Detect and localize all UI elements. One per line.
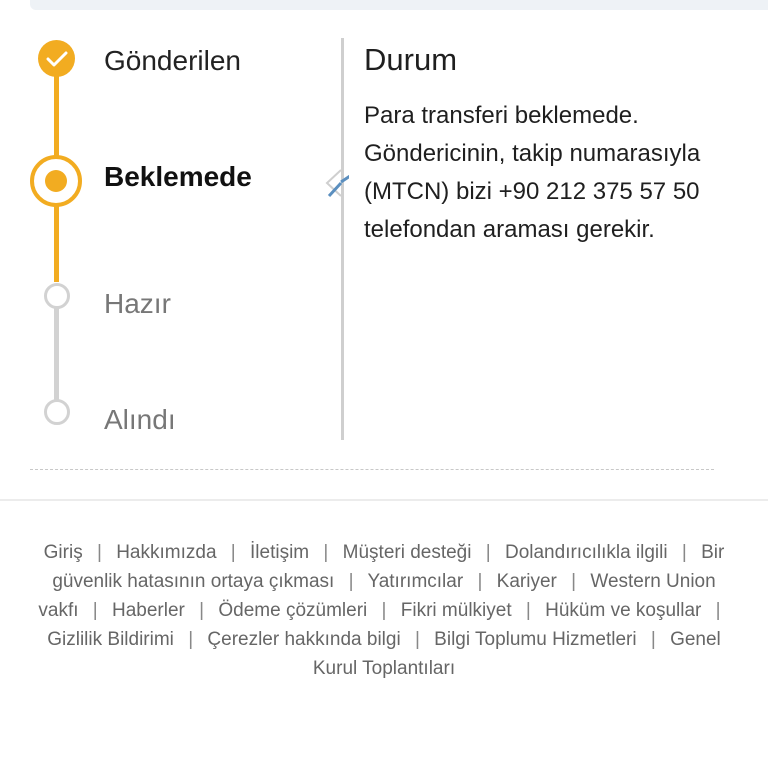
status-title: Durum [364,42,458,77]
footer-separator: | [650,629,656,650]
footer-link[interactable]: Gizlilik Bildirimi [47,629,174,650]
footer-separator: | [477,571,483,592]
footer-link[interactable]: Hüküm ve koşullar [545,600,702,621]
dashed-divider [30,469,714,470]
footer-separator: | [323,542,329,563]
footer-link[interactable]: Çerezler hakkında bilgi [207,629,401,650]
footer-link[interactable]: Ödeme çözümleri [218,600,368,621]
current-dot [45,170,67,192]
footer-divider [0,499,768,501]
footer-link[interactable]: Haberler [112,600,185,621]
footer-link[interactable]: Bir güvenlik hatasının ortaya çıkması [52,542,725,592]
footer-separator: | [96,542,102,563]
footer-link[interactable]: Bilgi Toplumu Hizmetleri [434,629,637,650]
footer-link[interactable]: Müşteri desteği [342,542,472,563]
footer-separator: | [230,542,236,563]
footer-link[interactable]: Kariyer [496,571,557,592]
footer-separator: | [348,571,354,592]
step-ready-empty-icon [44,283,70,309]
status-description: Para transferi beklemede. Göndericinin, takip numarasıyla (MTCN) bizi +90 212 375 57 50 telefondan araması gerekir. [364,102,701,243]
step-received-label: Alındı [104,404,176,435]
step-received-empty-icon [44,399,70,425]
footer-link[interactable]: Yatırımcılar [367,571,464,592]
footer-separator: | [571,571,577,592]
progress-line-todo [54,296,59,412]
footer-separator: | [485,542,491,563]
check-icon [46,50,68,68]
footer-separator: | [199,600,205,621]
footer-separator: | [92,600,98,621]
footer-link[interactable]: Western Union vakfı [38,571,716,621]
footer-link[interactable]: Hakkımızda [116,542,217,563]
step-pending-label: Beklemede [104,161,252,192]
vertical-divider [341,38,344,440]
step-sent-label: Gönderilen [104,45,241,76]
footer-link[interactable]: Dolandırıcılıkla ilgili [504,542,668,563]
step-sent-check-icon [38,40,75,77]
pointer-arrow-icon [323,168,349,198]
footer-link[interactable]: Fikri mülkiyet [400,600,512,621]
footer-link[interactable]: Genel Kurul Toplantıları [312,629,721,679]
footer-separator: | [681,542,687,563]
footer-link[interactable]: İletişim [250,542,310,563]
footer-separator: | [715,600,721,621]
footer-separator: | [414,629,420,650]
step-pending-current-icon [30,155,82,207]
footer-separator: | [525,600,531,621]
footer-link[interactable]: Giriş [43,542,83,563]
footer-links [36,538,732,683]
step-ready-label: Hazır [104,288,171,319]
footer-separator: | [381,600,387,621]
footer-separator: | [188,629,194,650]
